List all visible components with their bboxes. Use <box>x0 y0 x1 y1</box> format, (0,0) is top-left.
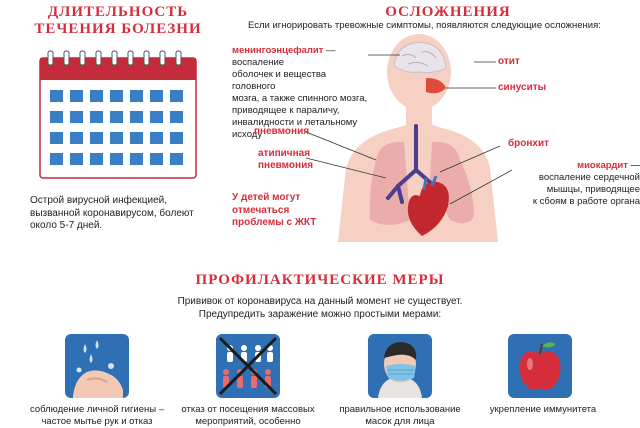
children-line2: отмечаться <box>232 204 290 216</box>
face-mask-icon <box>368 334 432 398</box>
caption-3-line1: правильное использование <box>339 404 461 415</box>
meningoencephalitis-line3: мозга, а также спинного мозга, <box>232 93 368 104</box>
apple-icon <box>508 334 572 398</box>
meningoencephalitis-line4: приводящее к параличу, <box>232 105 340 116</box>
caption-1-line2: частое мытье рук и отказ <box>41 416 153 427</box>
bronchitis-label: бронхит <box>508 138 550 149</box>
crowd-crossed-icon <box>216 334 280 398</box>
myocarditis-term: миокардит — <box>577 160 640 171</box>
caption-2-line1: отказ от посещения массовых <box>181 404 315 415</box>
myocarditis-label <box>510 160 640 208</box>
pneumonia-label: пневмония <box>254 126 310 137</box>
meningoencephalitis-term: менингоэнцефалит <box>232 45 324 56</box>
prevention-caption-4 <box>468 404 618 416</box>
duration-title-line1: ДЛИТЕЛЬНОСТЬ <box>47 4 189 20</box>
myocarditis-line3: к сбоям в работе органа <box>532 196 640 207</box>
atypical-line2: пневмония <box>258 160 314 171</box>
complications-title: ОСЛОЖНЕНИЯ <box>385 4 511 20</box>
caption-4-line1: укрепление иммунитета <box>489 404 597 415</box>
children-line1: У детей могут <box>232 192 301 203</box>
duration-title-line2: ТЕЧЕНИЯ БОЛЕЗНИ <box>34 21 202 37</box>
prevention-caption-3 <box>325 404 475 428</box>
myocarditis-line2: мышцы, приводящее <box>546 184 640 195</box>
sinusitis-label: синуситы <box>498 82 547 93</box>
caption-2-line2: мероприятий, особенно <box>195 416 301 427</box>
prevention-intro-line2: Предупредить заражение можно простыми мерами: <box>198 309 442 320</box>
myocarditis-line1: воспаление сердечной <box>538 172 640 183</box>
otitis-label: отит <box>498 56 520 67</box>
atypical-line1: атипичная <box>258 148 311 159</box>
meningoencephalitis-line5: инвалидности и летальному исходу <box>232 117 358 140</box>
hand-washing-icon <box>65 334 129 398</box>
meningoencephalitis-line2: оболочек и вещества головного <box>232 69 327 92</box>
duration-text-line2: вызванной коронавирусом, болеют <box>30 207 194 219</box>
children-gi-note <box>232 192 316 230</box>
children-line3: проблемы с ЖКТ <box>232 217 317 228</box>
duration-text-line3: около 5-7 дней. <box>30 220 103 231</box>
complications-intro: Если игнорировать тревожные симптомы, появляются следующие осложнения: <box>248 20 601 31</box>
prevention-intro <box>0 295 640 321</box>
caption-1-line1: соблюдение личной гигиены – <box>29 404 165 415</box>
prevention-intro-line1: Прививок от коронавируса на данный момент не существует. <box>177 296 463 307</box>
meningoencephalitis-line1: — воспаление <box>232 45 336 68</box>
prevention-title: ПРОФИЛАКТИЧЕСКИЕ МЕРЫ <box>195 272 445 288</box>
prevention-caption-1 <box>22 404 172 428</box>
duration-text-line1: Острой вирусной инфекцией, <box>30 195 168 206</box>
prevention-caption-2 <box>173 404 323 428</box>
atypical-pneumonia-label <box>258 148 313 172</box>
caption-3-line2: масок для лица <box>365 416 435 427</box>
